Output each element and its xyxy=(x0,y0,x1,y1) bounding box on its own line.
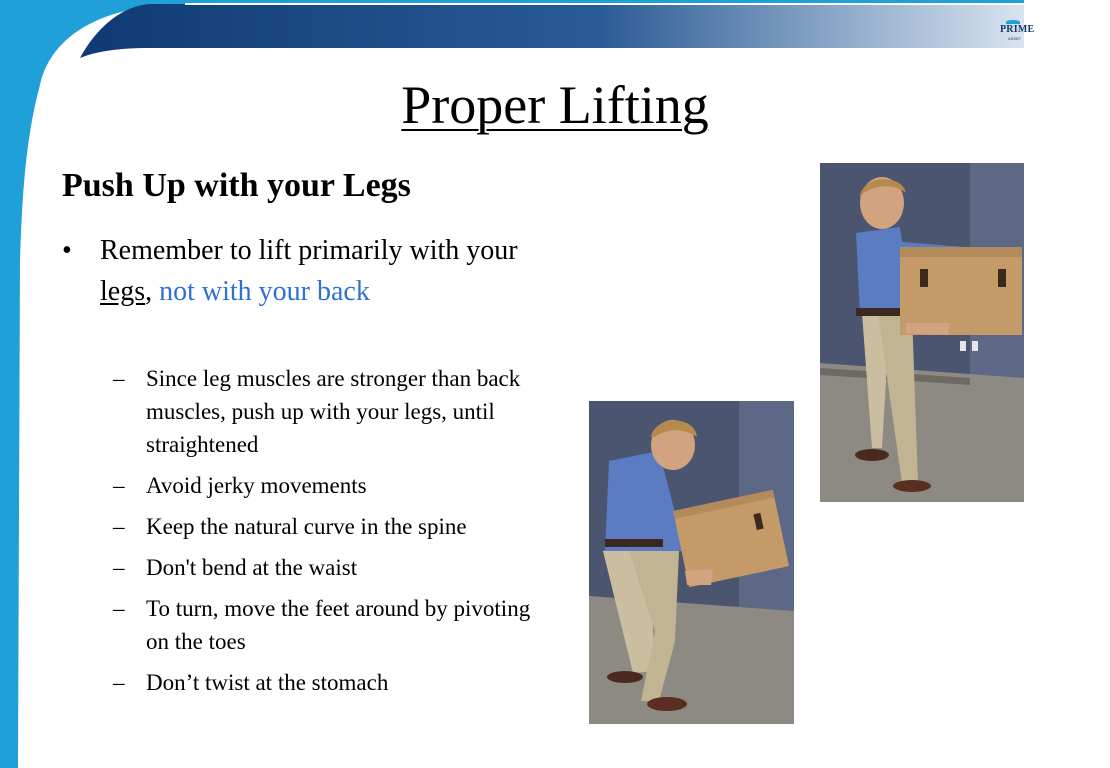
underlined-legs: legs xyxy=(100,276,146,307)
sub-bullet-marker: – xyxy=(113,473,125,498)
sub-bullet-marker: – xyxy=(113,514,125,539)
company-logo xyxy=(1000,20,1060,44)
lifting-box-illustration xyxy=(589,401,794,724)
main-bullet-text xyxy=(100,230,520,312)
slide-title: Proper Lifting xyxy=(401,75,709,135)
photo-lifting-box xyxy=(589,401,794,724)
photo-carrying-box xyxy=(820,163,1024,502)
highlight-text: not with your back xyxy=(152,276,370,307)
carrying-box-illustration xyxy=(820,163,1024,502)
sub-bullet-text: Don't bend at the waist xyxy=(146,555,358,580)
sub-bullet xyxy=(113,666,533,699)
sub-bullet-text: Don’t twist at the stomach xyxy=(146,670,389,695)
sub-bullet xyxy=(113,551,533,584)
sub-bullet-text: To turn, move the feet around by pivoting on the toes xyxy=(146,596,531,654)
logo-tagline: ASSET xyxy=(1008,36,1022,41)
sub-bullet-marker: – xyxy=(113,596,125,621)
sub-bullet xyxy=(113,592,533,658)
sub-bullet xyxy=(113,362,533,461)
slide-subtitle: Push Up with your Legs xyxy=(62,167,411,204)
sub-bullet xyxy=(113,510,533,543)
main-bullet-text-start: Remember to lift primarily with your xyxy=(100,235,518,266)
sub-bullet xyxy=(113,469,533,502)
sub-bullet-text: Since leg muscles are stronger than back muscles, push up with your legs, until straightened xyxy=(146,366,521,457)
sub-bullet-text: Keep the natural curve in the spine xyxy=(146,514,467,539)
sub-bullet-marker: – xyxy=(113,670,125,695)
bullet-marker: • xyxy=(62,235,72,266)
sub-bullet-marker: – xyxy=(113,555,125,580)
sub-bullet-text: Avoid jerky movements xyxy=(146,473,367,498)
sub-bullet-list xyxy=(113,362,533,707)
comma: , xyxy=(145,276,153,307)
logo-brand: PRIME xyxy=(1000,24,1035,35)
sub-bullet-marker: – xyxy=(113,366,125,391)
